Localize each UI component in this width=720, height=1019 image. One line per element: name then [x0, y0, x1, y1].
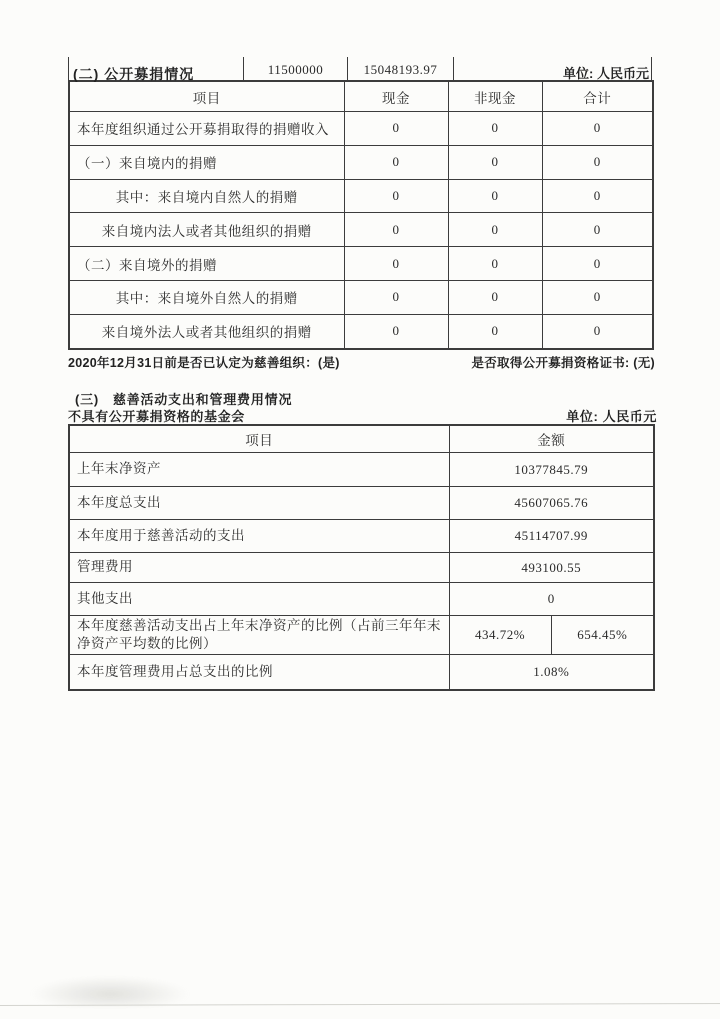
row-label: 本年度总支出	[69, 487, 449, 520]
row-value: 0	[344, 179, 448, 213]
carryover-value-1: 11500000	[267, 62, 324, 77]
charity-status-note: 2020年12月31日前是否已认定为慈善组织：(是)	[68, 356, 340, 370]
section3-subheading: 不具有公开募捐资格的基金会	[68, 409, 245, 424]
table-row	[69, 520, 654, 553]
header-total: 合计	[542, 81, 653, 112]
row-label: 本年度组织通过公开募捐取得的捐赠收入	[69, 112, 344, 146]
table-row	[69, 314, 653, 348]
row-value: 0	[448, 280, 542, 314]
row-value: 0	[542, 179, 653, 213]
unit-label: 单位: 人民币元	[563, 66, 649, 81]
carryover-value-2: 15048193.97	[363, 62, 438, 77]
row-label: 来自境外法人或者其他组织的捐赠	[69, 314, 344, 348]
row-value: 493100.55	[449, 553, 654, 583]
row-label: 其中：来自境外自然人的捐赠	[69, 280, 344, 314]
carryover-row	[68, 57, 652, 80]
table-row	[69, 616, 654, 655]
table-row	[69, 583, 654, 616]
row-value: 0	[542, 213, 653, 247]
header-item: 项目	[69, 425, 449, 453]
section3-subheading-row	[68, 406, 657, 425]
row-value: 0	[344, 112, 448, 146]
row-label: 其中：来自境内自然人的捐赠	[69, 179, 344, 213]
row-value: 0	[542, 280, 653, 314]
table-header-row	[69, 81, 653, 112]
table-row	[69, 112, 653, 146]
row-value: 0	[449, 583, 654, 616]
fundraising-cert-note: 是否取得公开募捐资格证书: (无)	[471, 356, 655, 370]
section2-heading: (二) 公开募捐情况	[73, 66, 195, 82]
row-value: 0	[542, 112, 653, 146]
unit-label-cell	[454, 57, 651, 80]
row-value: 0	[344, 314, 448, 348]
section3-heading: (三) 慈善活动支出和管理费用情况	[75, 392, 293, 407]
scan-smudge	[30, 976, 190, 1006]
row-label: 来自境内法人或者其他组织的捐赠	[69, 213, 344, 247]
table-row	[69, 553, 654, 583]
row-value: 0	[542, 145, 653, 179]
table-row	[69, 487, 654, 520]
carryover-label-cell	[69, 57, 244, 80]
carryover-value-cell	[244, 57, 348, 80]
certification-row	[68, 353, 655, 371]
row-value: 0	[344, 145, 448, 179]
row-value: 0	[448, 112, 542, 146]
row-label: 上年末净资产	[69, 453, 449, 487]
row-value: 45607065.76	[449, 487, 654, 520]
row-value: 0	[448, 179, 542, 213]
row-value: 10377845.79	[449, 453, 654, 487]
table-row	[69, 453, 654, 487]
public-fundraising-table	[68, 80, 654, 350]
row-value: 1.08%	[449, 655, 654, 691]
table-row	[69, 179, 653, 213]
row-value: 0	[448, 247, 542, 281]
row-value: 0	[542, 247, 653, 281]
header-item: 项目	[69, 81, 344, 112]
row-label: 管理费用	[69, 553, 449, 583]
table-row	[69, 280, 653, 314]
row-value: 0	[448, 213, 542, 247]
row-label: （一）来自境内的捐赠	[69, 145, 344, 179]
table-row	[69, 247, 653, 281]
row-label: 本年度慈善活动支出占上年末净资产的比例（占前三年年末净资产平均数的比例）	[69, 616, 449, 655]
row-label: （二）来自境外的捐赠	[69, 247, 344, 281]
header-cash: 现金	[344, 81, 448, 112]
row-value: 0	[448, 314, 542, 348]
row-label: 其他支出	[69, 583, 449, 616]
row-value: 0	[448, 145, 542, 179]
row-label: 本年度管理费用占总支出的比例	[69, 655, 449, 691]
row-value: 0	[344, 247, 448, 281]
table-row	[69, 213, 653, 247]
row-label: 本年度用于慈善活动的支出	[69, 520, 449, 553]
expense-table	[68, 424, 655, 691]
table-row	[69, 145, 653, 179]
carryover-value-cell	[348, 57, 454, 80]
table-row	[69, 655, 654, 691]
row-value: 0	[344, 280, 448, 314]
unit-label: 单位: 人民币元	[566, 409, 657, 424]
table-header-row	[69, 425, 654, 453]
row-value: 0	[542, 314, 653, 348]
header-amount: 金额	[449, 425, 654, 453]
row-value: 0	[344, 213, 448, 247]
header-noncash: 非现金	[448, 81, 542, 112]
row-value: 654.45%	[551, 616, 654, 655]
row-value: 434.72%	[449, 616, 551, 655]
row-value: 45114707.99	[449, 520, 654, 553]
